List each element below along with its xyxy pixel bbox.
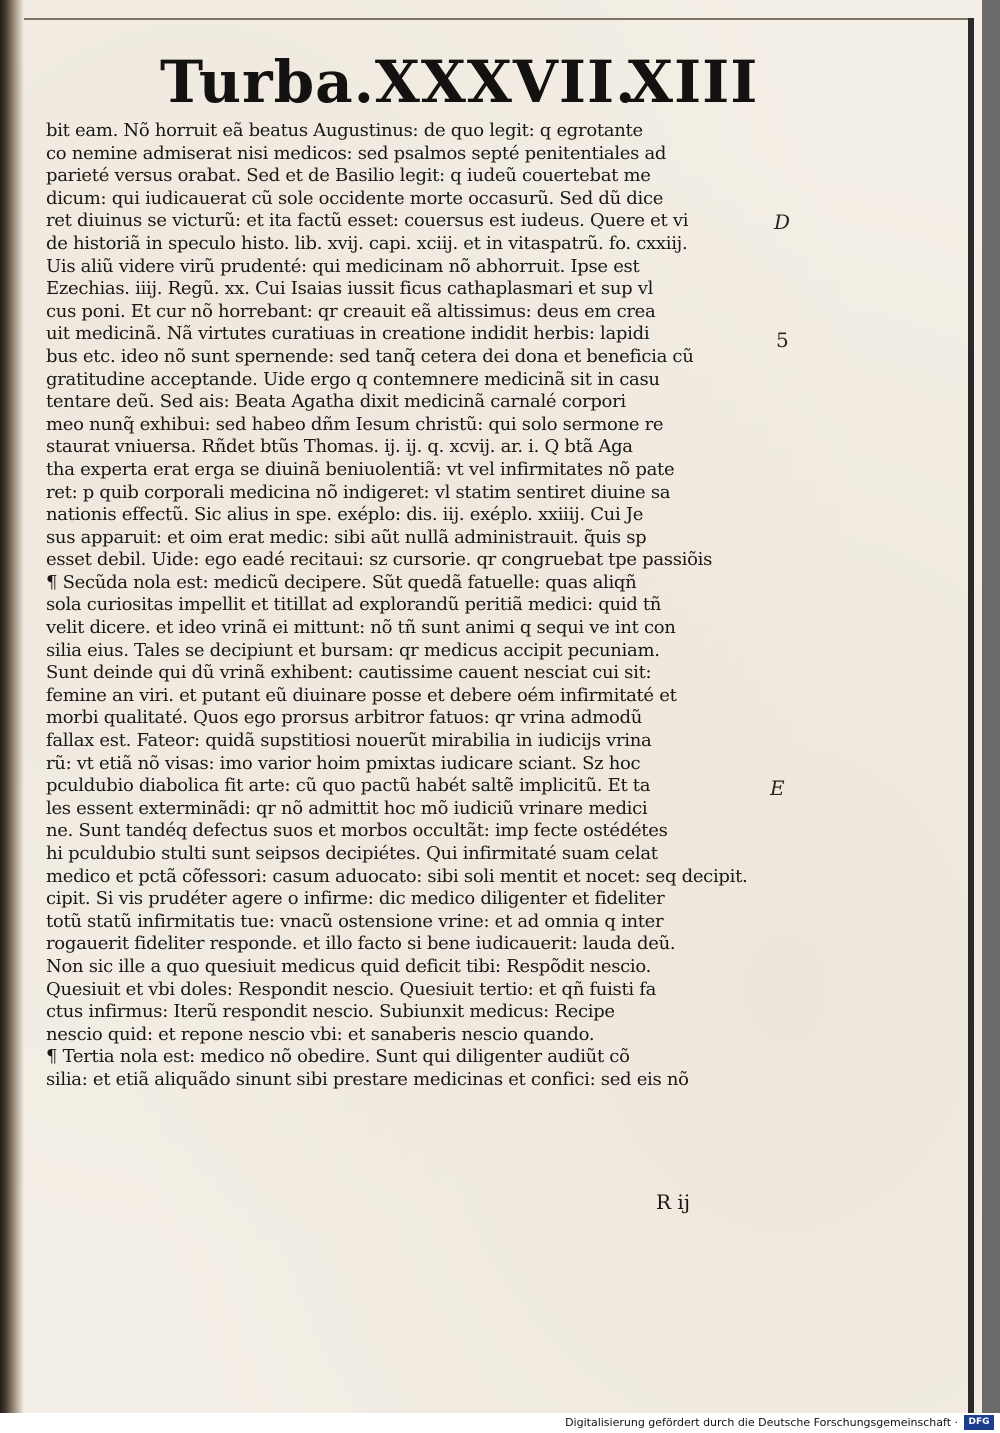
text-line: tentare deũ. Sed ais: Beata Agatha dixit medicinã carnalé corpori — [46, 391, 626, 413]
text-line: bus etc. ideo nõ sunt spernende: sed tanq̃ cetera dei dona et beneficia cũ — [46, 345, 694, 367]
folio-number: XIII — [628, 48, 759, 116]
text-line: sola curiositas impellit et titillat ad explorandũ peritiã medici: quid tñ — [46, 594, 662, 616]
text-line: tha experta erat erga se diuinã beniuolentiã: vt vel infirmitates nõ pate — [46, 458, 675, 480]
text-line: ¶ Tertia nola est: medico nõ obedire. Sunt qui diligenter audiũt cõ — [46, 1046, 630, 1068]
text-line: cus poni. Et cur nõ horrebant: qr creauit eã altissimus: deus em crea — [46, 300, 656, 322]
page-top-edge — [24, 18, 974, 20]
text-line: ctus infirmus: Iterũ respondit nescio. Subiunxit medicus: Recipe — [46, 1001, 615, 1023]
text-line: meo nunq̃ exhibui: sed habeo dñm Iesum christũ: qui solo sermone re — [46, 413, 664, 435]
text-line: uit medicinã. Nã virtutes curatiuas in creatione indidit herbis: lapidi — [46, 323, 650, 345]
text-line: ret: p quib corporali medicina nõ indigeret: vl statim sentiret diuine sa — [46, 481, 671, 503]
text-line: esset debil. Uide: ego eadé recitaui: sz cursorie. qr congruebat tpe passiõis — [46, 549, 713, 571]
dfg-logo: DFG — [964, 1415, 994, 1430]
text-line: ret diuinus se victurũ: et ita factũ esset: couersus est iudeus. Quere et vi — [46, 210, 689, 232]
text-line: fallax est. Fateor: quidã supstitiosi nouerũt mirabilia in iudicijs vrina — [46, 730, 652, 752]
text-line: dicum: qui iudicauerat cũ sole occidente morte occasurũ. Sed dũ dice — [46, 187, 664, 209]
footer-bar — [0, 1413, 1000, 1433]
margin-letter-e: E — [770, 776, 785, 800]
text-line: medico et pctã cõfessori: casum aduocato: sibi soli mentit et nocet: seq decipit. — [46, 865, 748, 887]
text-line: Non sic ille a quo quesiuit medicus quid deficit tibi: Respõdit nescio. — [46, 955, 652, 977]
text-line: rogauerit fideliter responde. et illo facto si bene iudicauerit: lauda deũ. — [46, 933, 676, 955]
text-line: les essent exterminãdi: qr nõ admittit hoc mõ iudiciũ vrinare medici — [46, 797, 648, 819]
text-line: hi pculdubio stulti sunt seipsos decipiétes. Qui infirmitaté suam celat — [46, 843, 658, 864]
footer-credit: Digitalisierung gefördert durch die Deutsche Forschungsgemeinschaft · — [565, 1416, 958, 1429]
header-title: Turba.XXXVII. — [160, 48, 637, 116]
text-line: totũ statũ infirmitatis tue: vnacũ ostensione vrine: et ad omnia q inter — [46, 910, 664, 932]
text-line: silia: et etiã aliquãdo sinunt sibi prestare medicinas et confici: sed eis nõ — [46, 1068, 689, 1090]
text-line: Sunt deinde qui dũ vrinã exhibent: cautissime cauent nesciat cui sit: — [46, 662, 652, 684]
text-line: nationis effectũ. Sic alius in spe. exéplo: dis. iij. exéplo. xxiiij. Cui Je — [46, 504, 644, 526]
text-line: de historiã in speculo histo. lib. xvij. capi. xciij. et in vitaspatrũ. fo. cxxiij. — [46, 232, 688, 254]
text-line: nescio quid: et repone nescio vbi: et sanaberis nescio quando. — [46, 1023, 595, 1045]
page-gutter — [0, 0, 24, 1413]
margin-letter-d: D — [774, 210, 791, 234]
signature-mark: R ij — [656, 1190, 691, 1214]
text-line: Quesiuit et vbi doles: Respondit nescio. Quesiuit tertio: et qñ fuisti fa — [46, 978, 657, 1000]
text-line: ¶ Secũda nola est: medicũ decipere. Sũt quedã fatuelle: quas aliqñ — [46, 571, 637, 593]
text-line: silia eius. Tales se decipiunt et bursam: qr medicus accipit pecuniam. — [46, 639, 660, 661]
text-line: ne. Sunt tandéq defectus suos et morbos occultãt: imp fecte ostédétes — [46, 820, 668, 842]
text-line: velit dicere. et ideo vrinã ei mittunt: nõ tñ sunt animi q sequi ve int con — [46, 617, 676, 639]
text-line: rũ: vt etiã nõ visas: imo varior hoim pmixtas iudicare sciant. Sz hoc — [46, 752, 641, 774]
page-right-edge — [968, 18, 974, 1413]
text-line: femine an viri. et putant eũ diuinare posse et debere oém infirmitaté et — [46, 684, 677, 706]
text-line: staurat vniuersa. Rñdet btũs Thomas. ij. ij. q. xcvij. ar. i. Q btã Aga — [46, 436, 633, 458]
running-header — [160, 48, 780, 116]
text-line: Uis aliũ videre virũ prudenté: qui medicinam nõ abhorruit. Ipse est — [46, 255, 640, 277]
text-line: co nemine admiserat nisi medicos: sed psalmos septé penitentiales ad — [46, 142, 667, 164]
text-line: pculdubio diabolica fit arte: cũ quo pactũ habét saltẽ implicitũ. Et ta — [46, 775, 651, 797]
text-line: parieté versus orabat. Sed et de Basilio legit: q iudeũ couertebat me — [46, 165, 651, 187]
text-line: cipit. Si vis prudéter agere o infirme: dic medico diligenter et fideliter — [46, 888, 665, 910]
body-text — [46, 120, 768, 1092]
text-line: morbi qualitaté. Quos ego prorsus arbitror fatuos: qr vrina admodũ — [46, 707, 642, 729]
text-line: gratitudine acceptande. Uide ergo q contemnere medicinã sit in casu — [46, 368, 660, 390]
text-line: sus apparuit: et oim erat medic: sibi aũt nullã administrauit. q̃uis sp — [46, 526, 647, 548]
margin-number-5: 5 — [776, 328, 789, 352]
text-line: bit eam. Nõ horruit eã beatus Augustinus: de quo legit: q egrotante — [46, 120, 643, 141]
text-line: Ezechias. iiij. Regũ. xx. Cui Isaias iussit ficus cathaplasmari et sup vl — [46, 278, 654, 300]
